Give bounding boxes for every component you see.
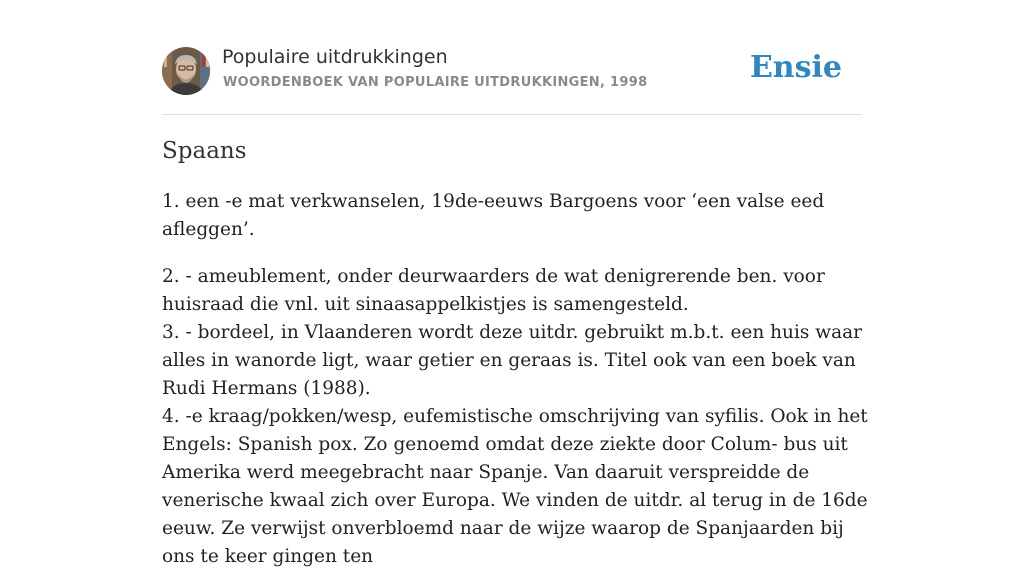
entry-headword: Spaans <box>162 138 247 164</box>
definition-3: 3. - bordeel, in Vlaanderen wordt deze uitdr. gebruikt m.b.t. een huis waar alles in wanorde ligt, waar getier en geraas is. Titel ook van een boek van Rudi Hermans (1988). <box>162 322 862 399</box>
entry-body <box>162 188 868 571</box>
ensie-logo[interactable]: Ensie <box>749 50 842 85</box>
author-portrait-icon <box>162 47 210 95</box>
source-title[interactable]: Populaire uitdrukkingen <box>222 46 448 68</box>
author-avatar[interactable] <box>162 47 210 95</box>
definition-1: 1. een -e mat verkwanselen, 19de-eeuws Bargoens voor ‘een valse eed afleggen’. <box>162 191 825 240</box>
entry-card <box>162 0 868 567</box>
source-subtitle: WOORDENBOEK VAN POPULAIRE UITDRUKKINGEN, 1998 <box>223 75 648 90</box>
definition-2: 2. - ameublement, onder deurwaarders de wat denigrerende ben. voor huisraad die vnl. uit sinaasappelkistjes is samengesteld. <box>162 266 825 315</box>
source-header <box>162 0 862 115</box>
definition-4: 4. -e kraag/pokken/wesp, eufemistische omschrijving van syfilis. Ook in het Engels: Spanish pox. Zo genoemd omdat deze ziekte door Colum- bus uit Amerika werd meegebracht naar Spanje. Van daaruit verspreidde de venerische kwaal zich over Europa. We vinden de uitdr. al terug in de 16de eeuw. Ze verwijst onverbloemd naar de wijze waarop de Spanjaarden bij ons te keer gingen ten <box>162 406 868 567</box>
